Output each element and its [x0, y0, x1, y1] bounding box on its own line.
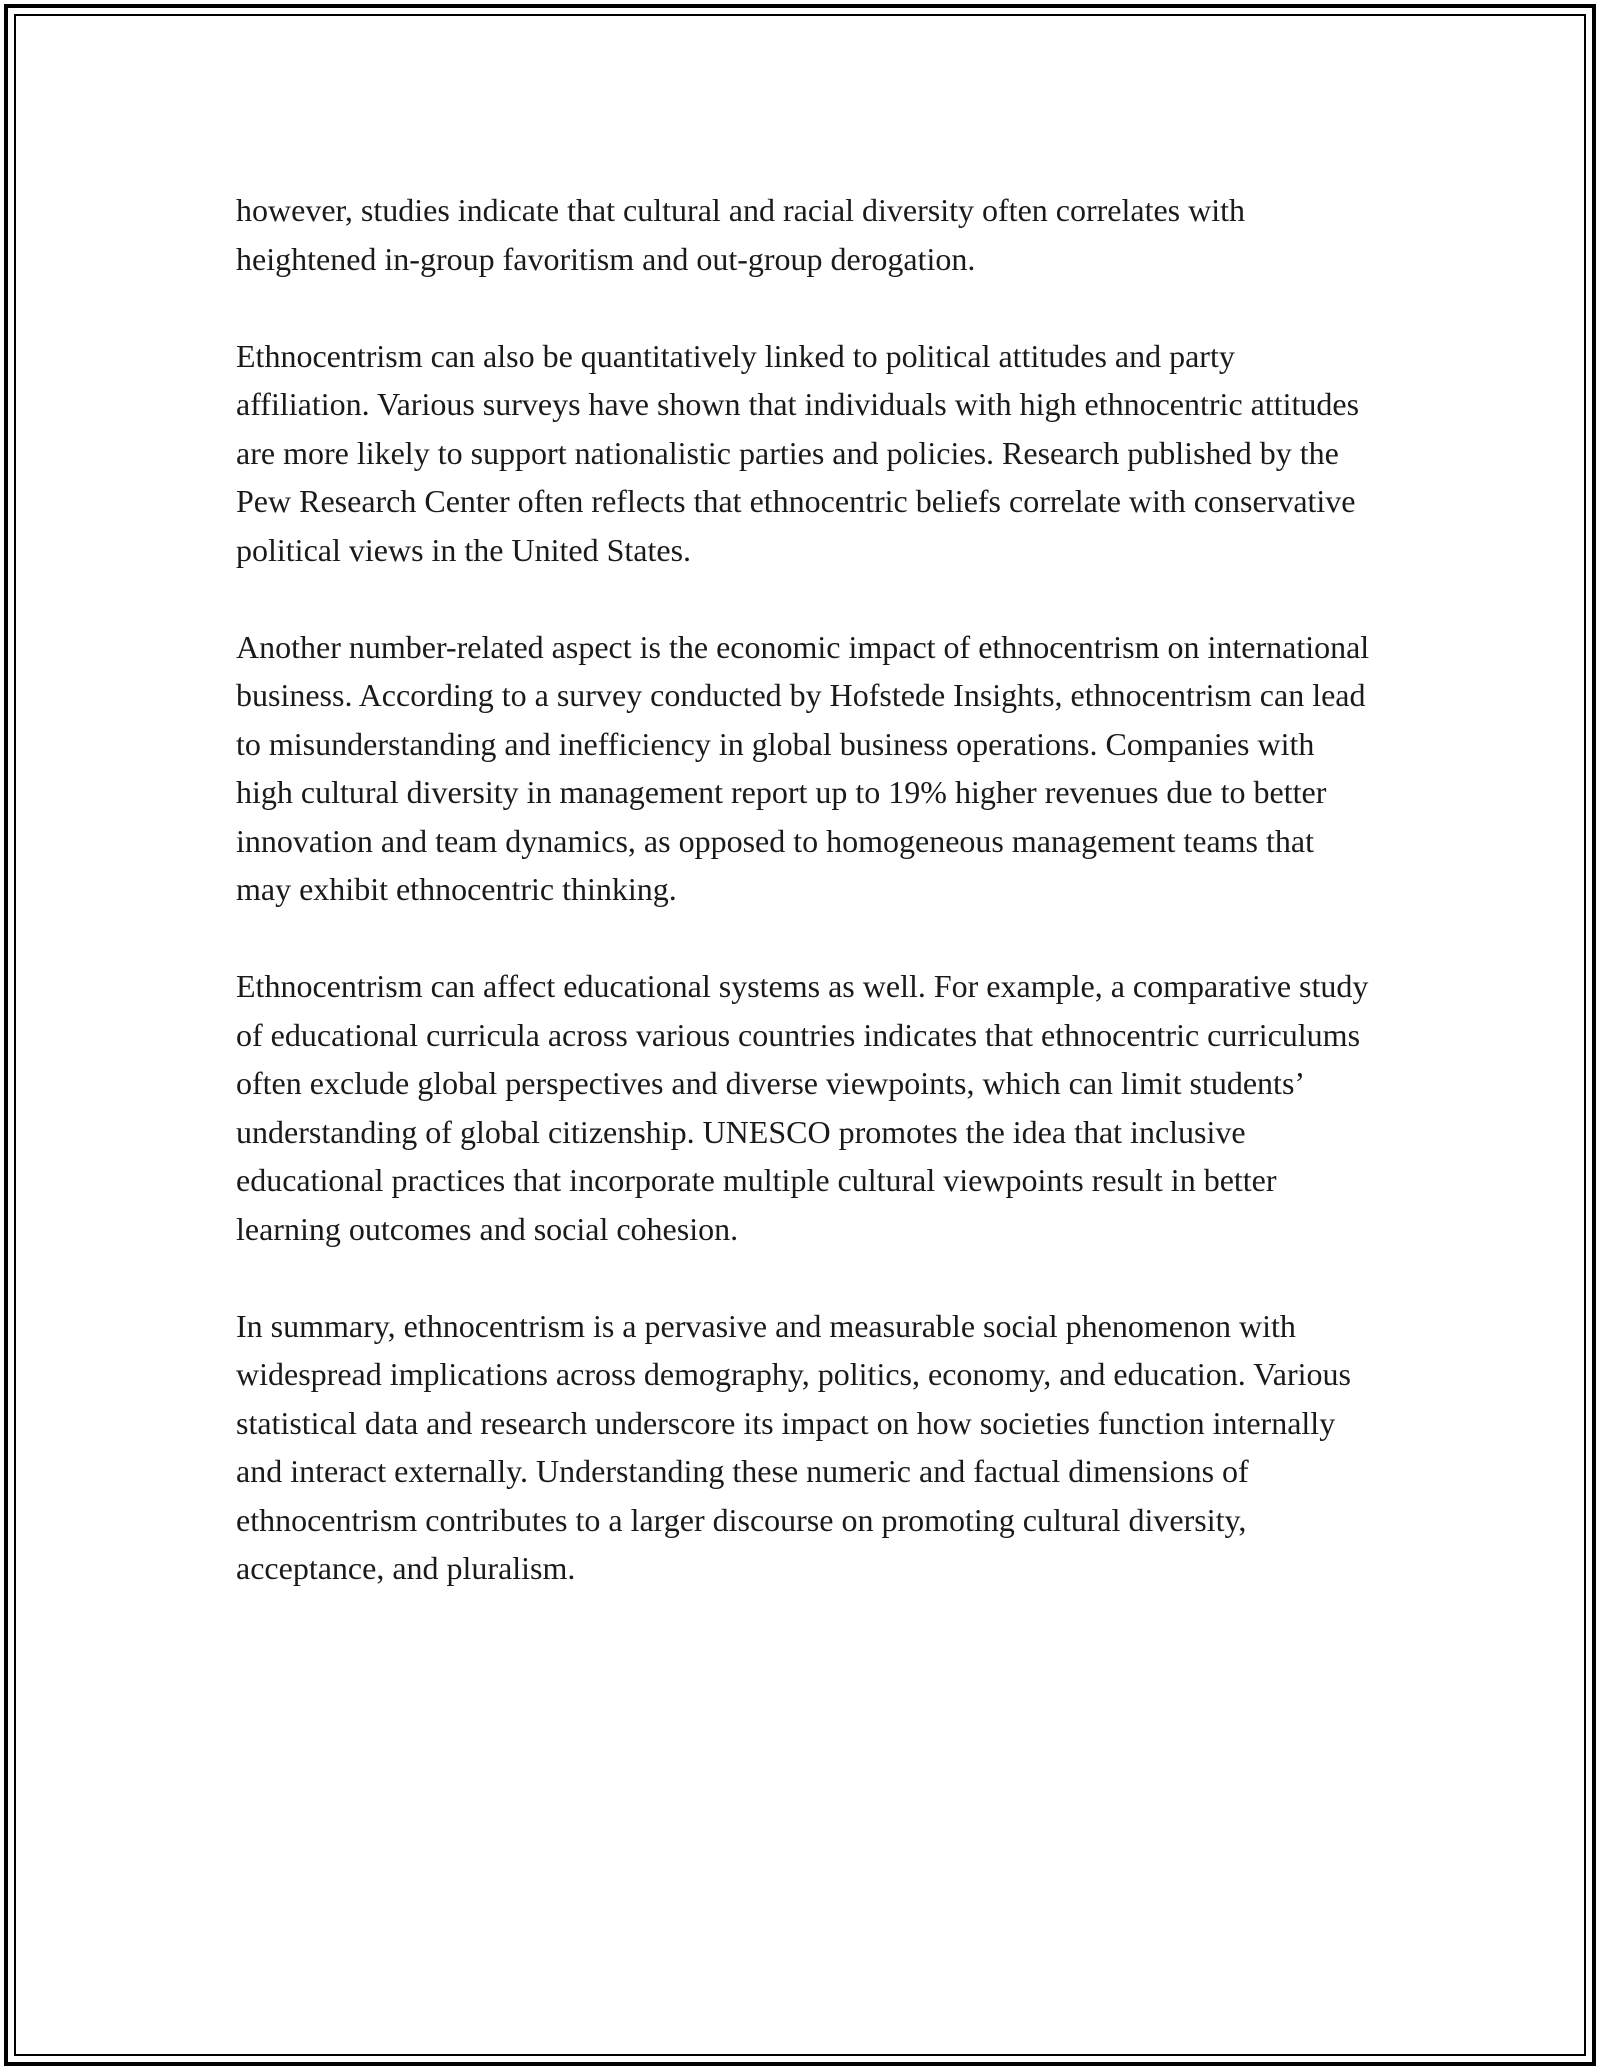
document-body — [236, 186, 1376, 1593]
paragraph-economic-impact: Another number-related aspect is the economic impact of ethnocentrism on international business. According to a survey conducted by Hofstede Insights, ethnocentrism can lead to misunderstanding and inefficiency in global business operations. Companies with high cultural diversity in management report up to 19% higher revenues due to better innovation and team dynamics, as opposed to homogeneous management teams that may exhibit ethnocentric thinking. — [236, 628, 1370, 907]
paragraph-educational-systems: Ethnocentrism can affect educational systems as well. For example, a comparative study of educational curricula across various countries indicates that ethnocentric curriculums often exclude global perspectives and diverse viewpoints, which can limit students’ understanding of global citizenship. UNESCO promotes the idea that inclusive educational practices that incorporate multiple cultural viewpoints result in better learning outcomes and social cohesion. — [236, 968, 1369, 1247]
paragraph-political-attitudes: Ethnocentrism can also be quantitatively linked to political attitudes and party affiliation. Various surveys have shown that individuals with high ethnocentric attitudes are more likely to support nationalistic parties and policies. Research published by the Pew Research Center often reflects that ethnocentric beliefs correlate with conservative political views in the United States. — [236, 337, 1360, 568]
paragraph-summary: In summary, ethnocentrism is a pervasive and measurable social phenomenon with widespread implications across demography, politics, economy, and education. Various statistical data and research underscore its impact on how societies function internally and interact externally. Understanding these numeric and factual dimensions of ethnocentrism contributes to a larger discourse on promoting cultural diversity, acceptance, and pluralism. — [236, 1307, 1351, 1586]
paragraph-diversity-continuation: however, studies indicate that cultural and racial diversity often correlates with heightened in-group favoritism and out-group derogation. — [236, 192, 1246, 277]
